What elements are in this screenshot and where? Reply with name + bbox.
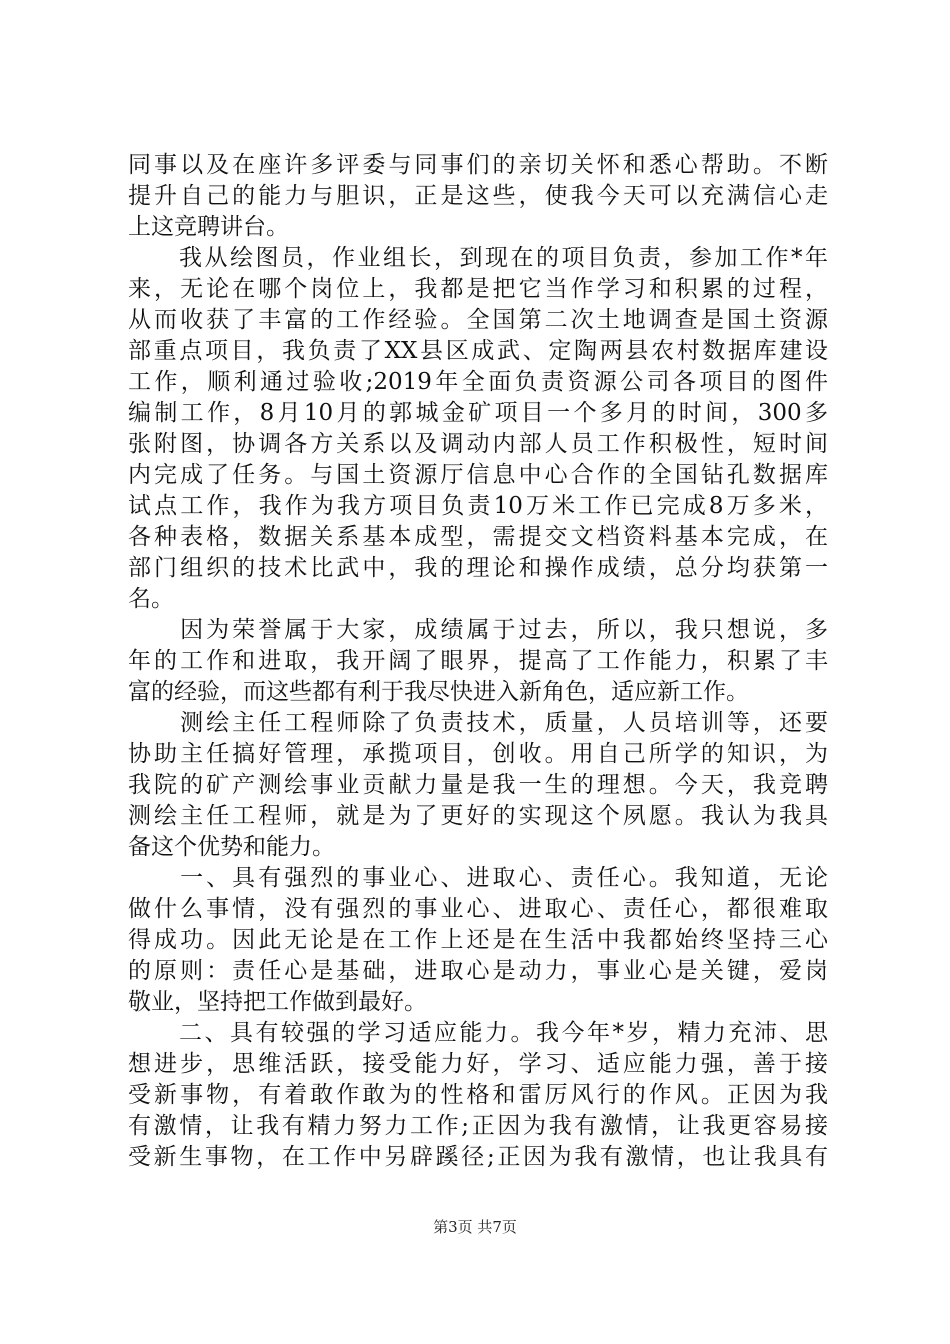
text-line: 的原则：责任心是基础，进取心是动力，事业心是关键，爱岗 [128, 958, 828, 984]
text-line: 有激情，让我有精力努力工作;正因为我有激情，让我更容易接 [128, 1113, 828, 1139]
text-line: 敬业，坚持把工作做到最好。 [128, 989, 427, 1015]
text-line: 一、具有强烈的事业心、进取心、责任心。我知道，无论 [128, 865, 828, 891]
text-line: 因为荣誉属于大家，成绩属于过去，所以，我只想说，多 [128, 617, 828, 643]
text-line: 名。 [128, 586, 174, 612]
text-line: 内完成了任务。与国土资源厅信息中心合作的全国钻孔数据库 [128, 462, 828, 488]
text-line: 受新生事物，在工作中另辟蹊径;正因为我有激情，也让我具有 [128, 1144, 828, 1170]
text-line: 部门组织的技术比武中，我的理论和操作成绩，总分均获第一 [128, 555, 828, 581]
text-line: 工作，顺利通过验收;2019年全面负责资源公司各项目的图件 [128, 369, 828, 395]
text-line: 测绘主任工程师除了负责技术，质量，人员培训等，还要 [128, 710, 828, 736]
text-line: 来，无论在哪个岗位上，我都是把它当作学习和积累的过程， [128, 276, 828, 302]
text-line: 我院的矿产测绘事业贡献力量是我一生的理想。今天，我竞聘 [128, 772, 828, 798]
text-line: 同事以及在座许多评委与同事们的亲切关怀和悉心帮助。不断 [128, 152, 828, 178]
text-line: 想进步，思维活跃，接受能力好，学习、适应能力强，善于接 [128, 1051, 828, 1077]
text-line: 受新事物，有着敢作敢为的性格和雷厉风行的作风。正因为我 [128, 1082, 828, 1108]
page-footer: 第3页 共7页 [433, 1218, 517, 1236]
text-line: 试点工作，我作为我方项目负责10万米工作已完成8万多米， [128, 493, 828, 519]
text-line: 上这竞聘讲台。 [128, 214, 289, 240]
text-line: 部重点项目，我负责了XX县区成武、定陶两县农村数据库建设 [128, 338, 828, 364]
text-line: 测绘主任工程师，就是为了更好的实现这个夙愿。我认为我具 [128, 803, 828, 829]
text-line: 张附图，协调各方关系以及调动内部人员工作积极性，短时间 [128, 431, 828, 457]
text-line: 编制工作，8月10月的郭城金矿项目一个多月的时间，300多 [128, 400, 828, 426]
text-line: 我从绘图员，作业组长，到现在的项目负责，参加工作*年 [128, 245, 828, 271]
text-line: 富的经验，而这些都有利于我尽快进入新角色，适应新工作。 [128, 679, 749, 705]
document-body [128, 150, 828, 1173]
text-line: 从而收获了丰富的工作经验。全国第二次土地调查是国土资源 [128, 307, 828, 333]
text-line: 提升自己的能力与胆识，正是这些，使我今天可以充满信心走 [128, 183, 828, 209]
text-line: 得成功。因此无论是在工作上还是在生活中我都始终坚持三心 [128, 927, 828, 953]
text-line: 备这个优势和能力。 [128, 834, 335, 860]
text-line: 做什么事情，没有强烈的事业心、进取心、责任心，都很难取 [128, 896, 828, 922]
text-line: 各种表格，数据关系基本成型，需提交文档资料基本完成，在 [128, 524, 828, 550]
text-line: 年的工作和进取，我开阔了眼界，提高了工作能力，积累了丰 [128, 648, 828, 674]
text-line: 协助主任搞好管理，承揽项目，创收。用自己所学的知识，为 [128, 741, 828, 767]
text-line: 二、具有较强的学习适应能力。我今年*岁，精力充沛、思 [128, 1020, 828, 1046]
